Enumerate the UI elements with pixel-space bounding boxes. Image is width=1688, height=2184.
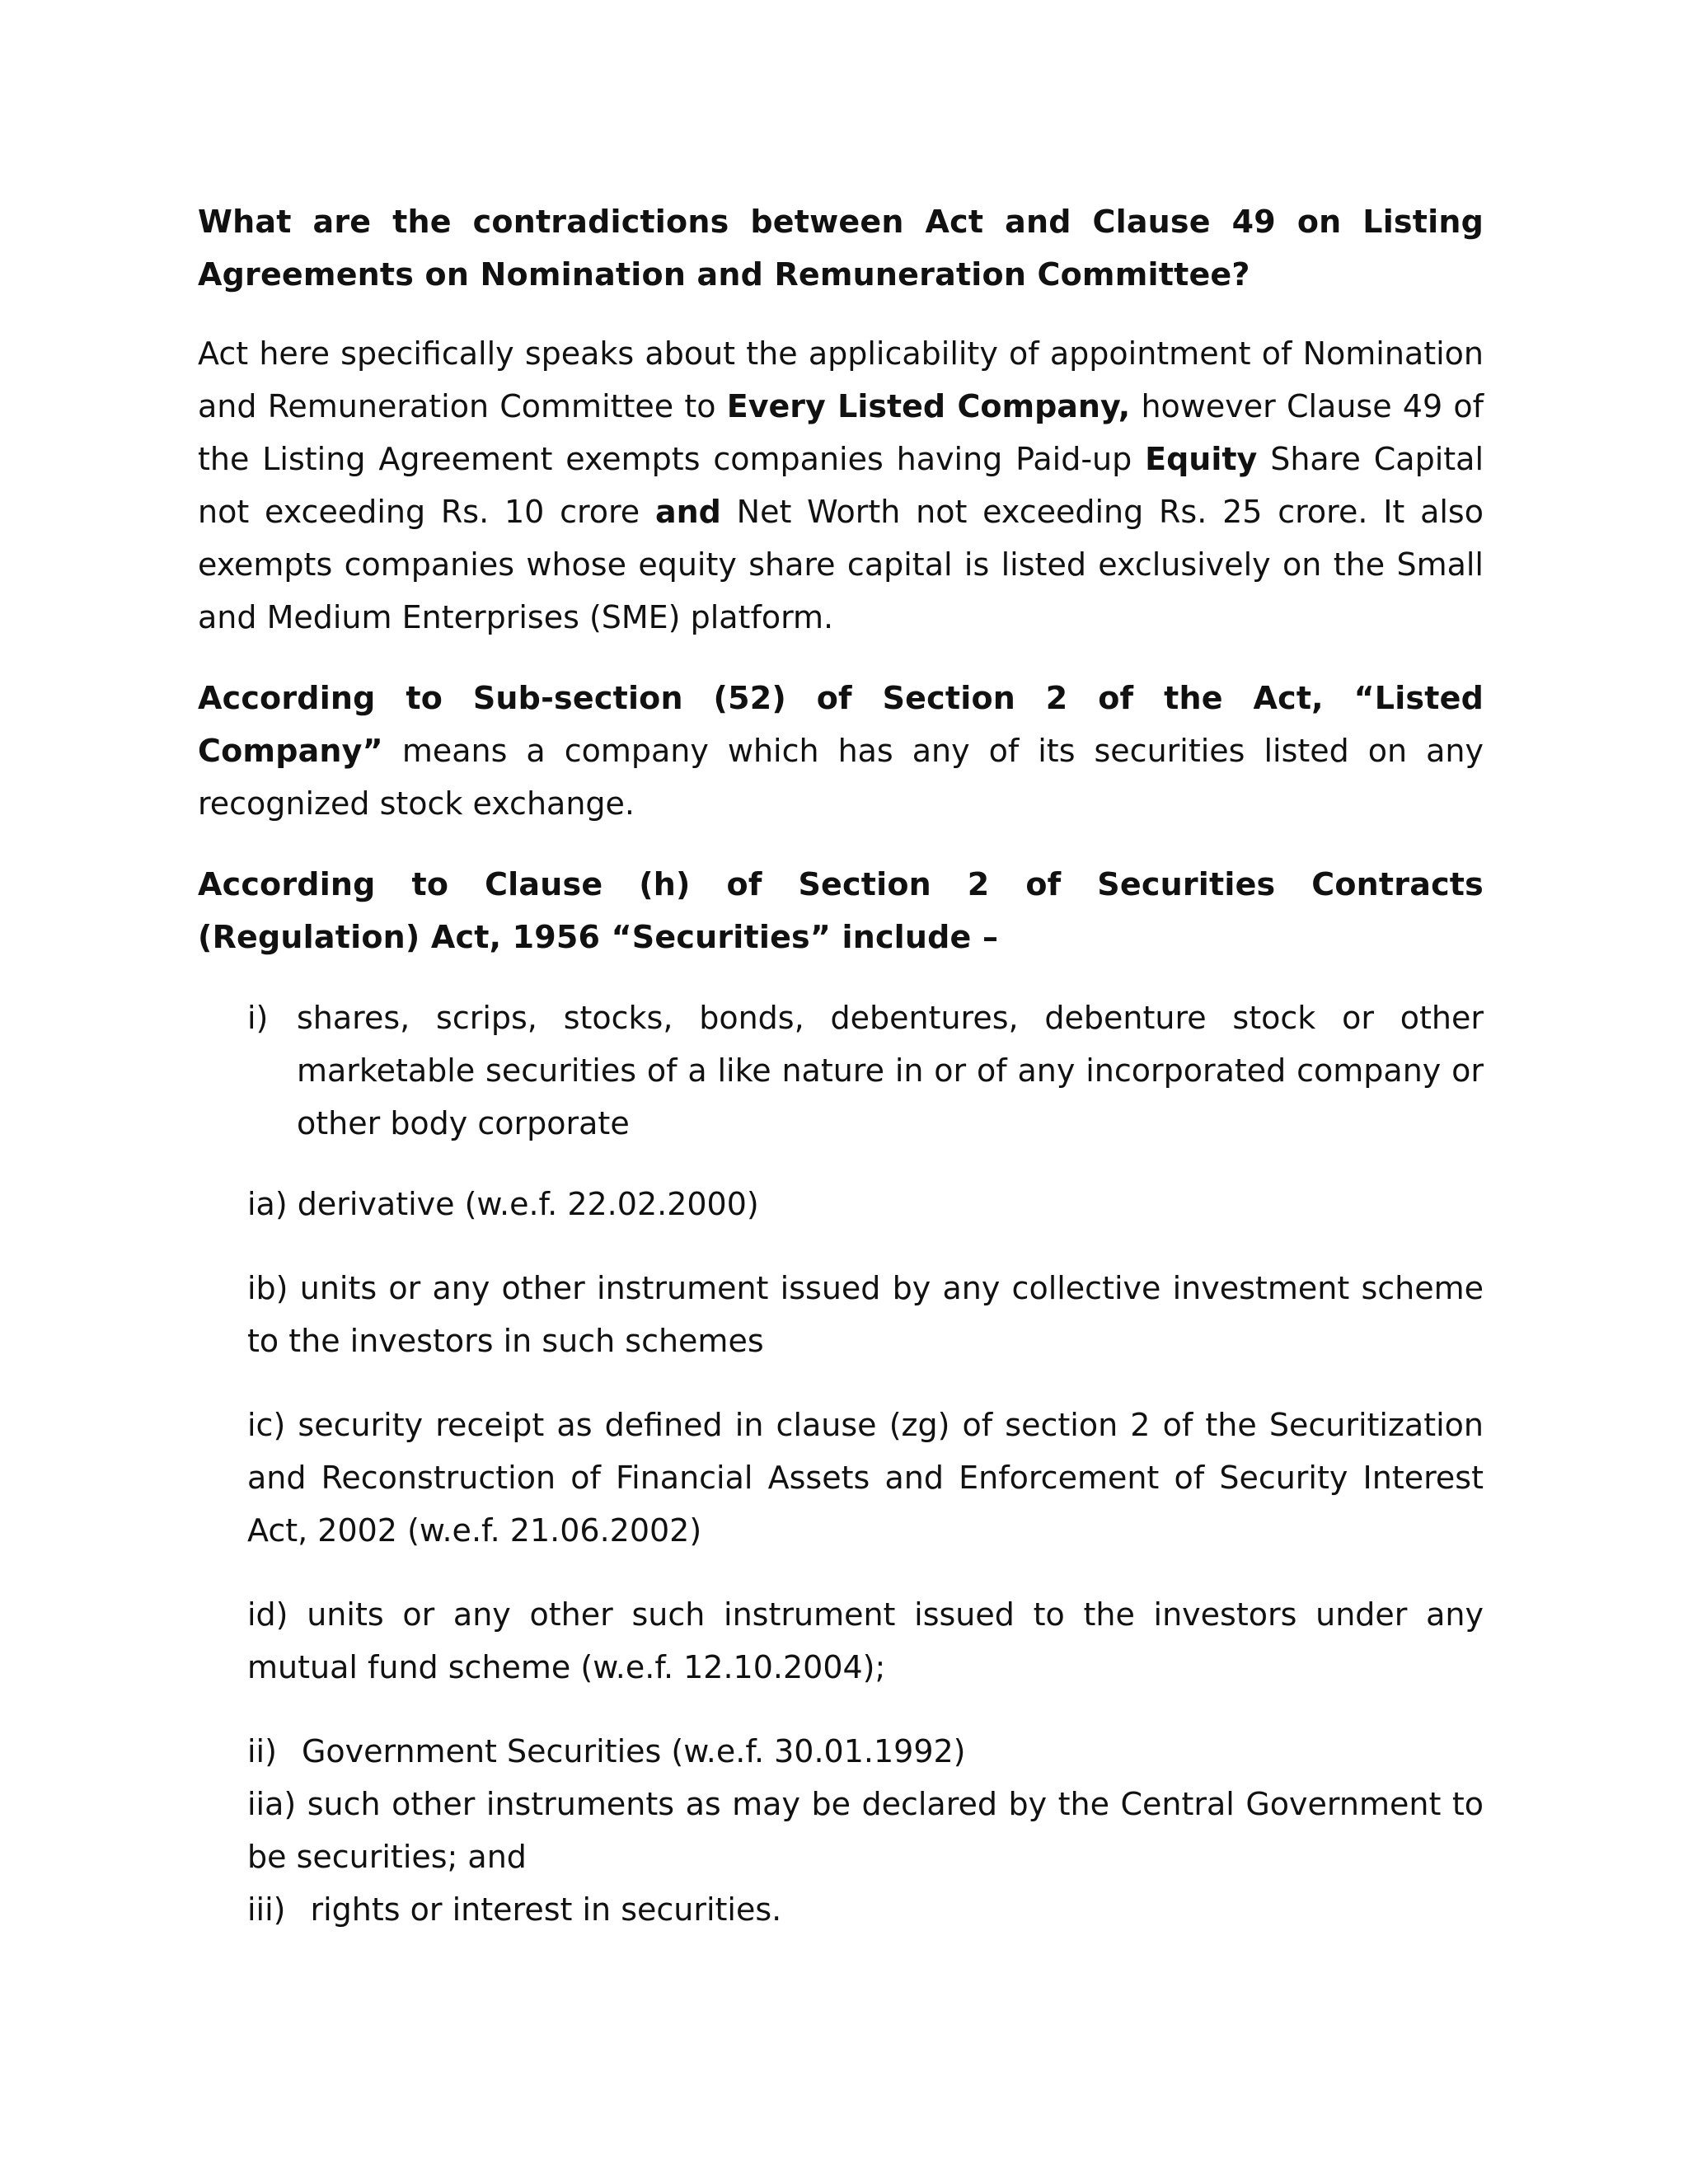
paragraph-applicability-part2: however Clause 49 of the Listing Agreement exempts companies having Paid-up [198, 388, 1484, 477]
listed-company-definition-heading: According to Sub-section (52) of Section 2 of the Act, “Listed Company” [198, 680, 1484, 769]
paragraph-applicability-part4: Net Worth not exceeding Rs. 25 crore. It also exempts companies whose equity share capital is listed exclusively on the Small and Medium Enterprises (SME) platform. [198, 494, 1484, 635]
paragraph-applicability [198, 327, 1484, 644]
securities-definition-heading [198, 858, 1484, 963]
question-heading [198, 195, 1484, 301]
list-item-iia-text: iia) such other instruments as may be declared by the Central Government to be securities; and [247, 1786, 1484, 1875]
every-listed-company-emphasis: Every Listed Company, [726, 388, 1131, 424]
list-item-ii-marker: ii) [247, 1733, 277, 1769]
paragraph-applicability-part3: Share Capital not exceeding Rs. 10 crore [198, 441, 1484, 530]
list-item-iii-text: rights or interest in securities. [310, 1891, 782, 1928]
list-item-ii-text: Government Securities (w.e.f. 30.01.1992) [301, 1733, 966, 1769]
list-item-id-text: id) units or any other such instrument issued to the investors under any mutual fund scheme (w.e.f. 12.10.2004); [247, 1596, 1484, 1685]
list-item-i-marker: i) [247, 1000, 269, 1036]
list-item-id [247, 1588, 1484, 1694]
list-item-ic [247, 1399, 1484, 1557]
paragraph-listed-company-definition [198, 672, 1484, 830]
list-item-i [247, 991, 1484, 1150]
list-item-ib [247, 1262, 1484, 1367]
list-item-iia [247, 1778, 1484, 1883]
question-heading-text: What are the contradictions between Act and Clause 49 on Listing Agreements on Nomination and Remuneration Committee? [198, 204, 1484, 293]
list-item-ib-text: ib) units or any other instrument issued by any collective investment scheme to the investors in such schemes [247, 1270, 1484, 1359]
list-item-iii [247, 1883, 1484, 1936]
list-item-ic-text: ic) security receipt as defined in clause (zg) of section 2 of the Securitization and Reconstruction of Financial Assets and Enforcement of Security Interest Act, 2002 (w.e.f. 21.06.2002) [247, 1407, 1484, 1549]
securities-list [247, 991, 1484, 1936]
paragraph-applicability-part1: Act here specifically speaks about the applicability of appointment of Nomination and Remuneration Committee to [198, 335, 1484, 424]
list-item-ia [247, 1178, 1484, 1230]
list-item-iii-marker: iii) [247, 1891, 286, 1928]
equity-emphasis: Equity [1145, 441, 1258, 477]
list-item-ia-text: ia) derivative (w.e.f. 22.02.2000) [247, 1186, 759, 1222]
securities-definition-heading-text: According to Clause (h) of Section 2 of Securities Contracts (Regulation) Act, 1956 “Securities” include – [198, 866, 1484, 955]
list-item-i-text: shares, scrips, stocks, bonds, debentures, debenture stock or other marketable securities of a like nature in or of any incorporated company or other body corporate [297, 1000, 1484, 1141]
listed-company-definition-text: means a company which has any of its securities listed on any recognized stock exchange. [198, 733, 1484, 822]
document-page [198, 195, 1484, 1936]
and-emphasis: and [654, 494, 721, 530]
list-item-ii [247, 1725, 1484, 1778]
